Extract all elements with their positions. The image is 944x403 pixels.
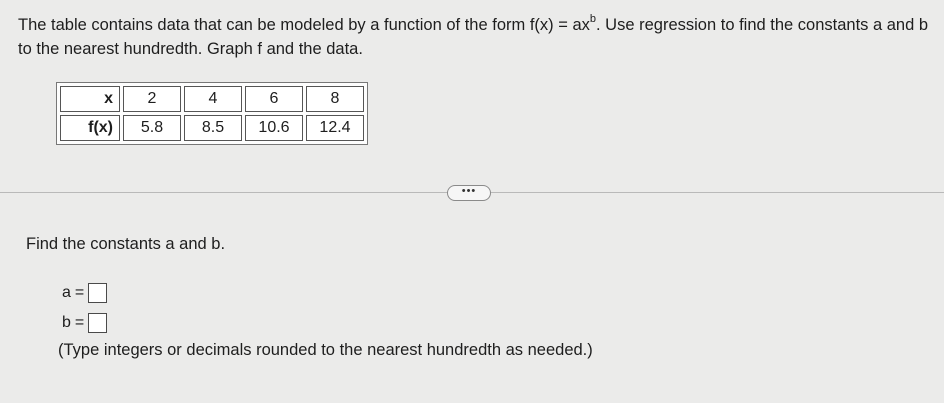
equals-sign: = <box>74 284 85 301</box>
formula-exponent: b <box>589 13 597 25</box>
a-input[interactable] <box>88 283 107 303</box>
answer-row-a <box>62 283 107 303</box>
fx-value: 5.8 <box>123 115 181 141</box>
row-header-x: x <box>60 86 120 112</box>
instruction-text: (Type integers or decimals rounded to the nearest hundredth as needed.) <box>58 341 593 359</box>
table-row-fx <box>60 115 364 141</box>
question-text-start: The table contains data that can be modeled by a function of the form <box>18 16 530 34</box>
fx-value: 12.4 <box>306 115 364 141</box>
data-table <box>56 82 368 145</box>
fx-value: 8.5 <box>184 115 242 141</box>
equals-sign: = <box>74 314 85 331</box>
formula-base: f(x) = ax <box>529 16 590 34</box>
formula <box>529 13 597 34</box>
table-row-x <box>60 86 364 112</box>
b-input[interactable] <box>88 313 107 333</box>
question-text-end: . Use regression to find the constants a and b to the nearest hundredth. Graph f and the data. <box>18 16 929 58</box>
x-value: 4 <box>184 86 242 112</box>
x-value: 2 <box>123 86 181 112</box>
more-options-button[interactable]: ••• <box>447 185 491 201</box>
prompt-text: Find the constants a and b. <box>26 235 226 253</box>
b-label: b <box>62 314 71 331</box>
a-label: a <box>62 284 71 301</box>
row-header-fx: f(x) <box>60 115 120 141</box>
x-value: 6 <box>245 86 303 112</box>
question-text <box>18 14 933 60</box>
answer-row-b <box>62 313 107 333</box>
x-value: 8 <box>306 86 364 112</box>
fx-value: 10.6 <box>245 115 303 141</box>
